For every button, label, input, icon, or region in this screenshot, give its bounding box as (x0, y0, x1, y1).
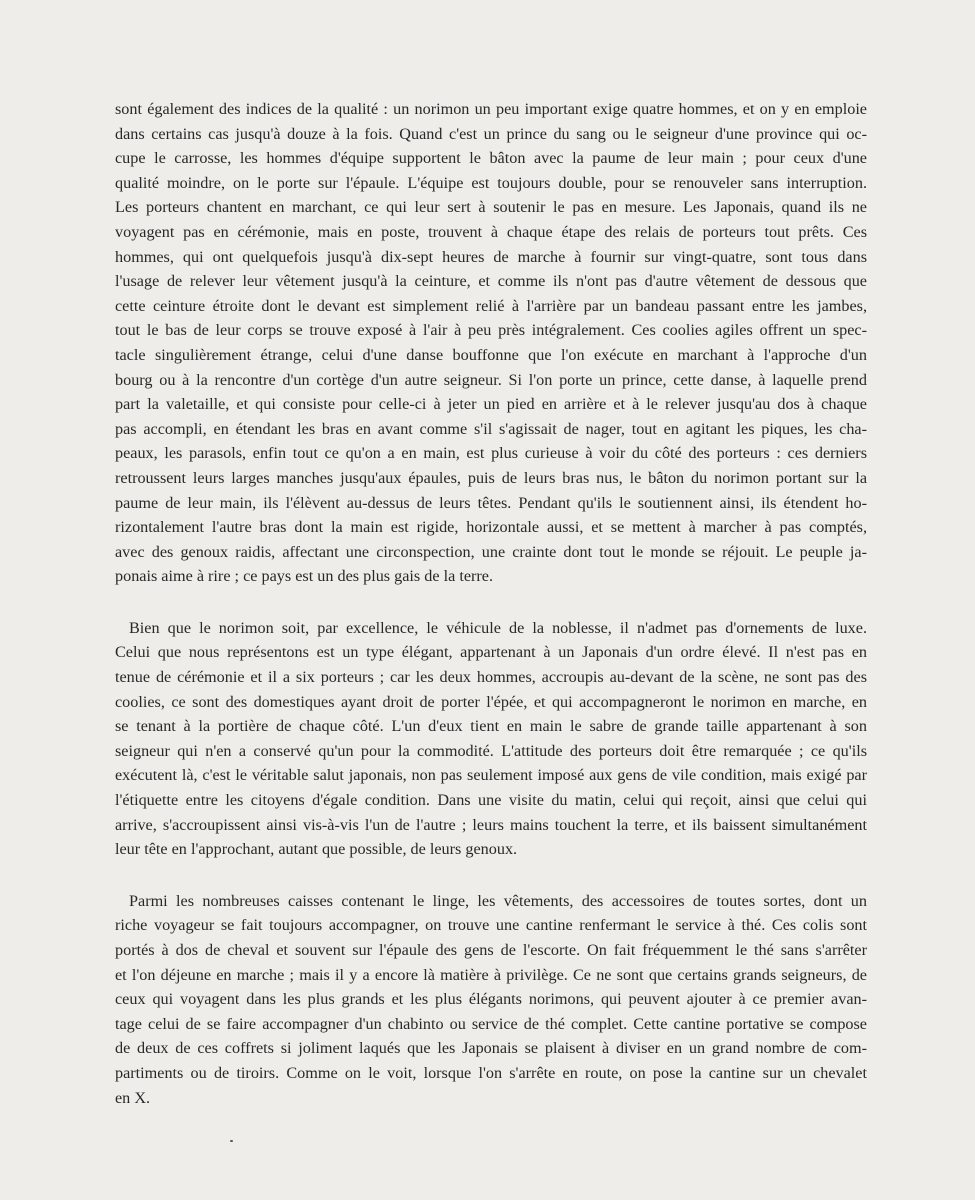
text-line: cupe le carrosse, les hommes d'équipe supportent le bâton avec la paume de leur main ; pour ceux d'une (115, 149, 867, 168)
text-line: avec des genoux raidis, affectant une circonspection, une crainte dont tout le monde se réjouit. Le peuple ja- (115, 542, 867, 561)
text-line: partiments ou de tiroirs. Comme on le voit, lorsque l'on s'arrête en route, on pose la cantine sur un chevalet (115, 1063, 867, 1082)
paragraph-gap (115, 862, 867, 889)
paragraph-3 (115, 889, 867, 1110)
body-text (115, 97, 867, 1110)
paragraph-1 (115, 97, 867, 589)
text-line: leur tête en l'approchant, autant que possible, de leurs genoux. (115, 840, 518, 859)
text-line: bourg ou à la rencontre d'un cortège d'un autre seigneur. Si l'on porte un prince, cette danse, à laquelle prend (115, 370, 867, 389)
text-line: et l'on déjeune en marche ; mais il y a encore là matière à privilège. Ce ne sont que certains grands seigneurs, de (115, 965, 867, 984)
text-line: ponais aime à rire ; ce pays est un des plus gais de la terre. (115, 567, 494, 586)
text-line: portés à dos de cheval et souvent sur l'épaule des gens de l'escorte. On fait fréquemment le thé sans s'arrêter (115, 941, 867, 959)
text-line: tout le bas de leur corps se trouve exposé à l'air à peu près intégralement. Ces coolies agiles offrent un spec- (115, 321, 867, 340)
text-line: se tenant à la portière de chaque côté. L'un d'eux tient en main le sabre de grande taille appartenant à son (115, 717, 867, 736)
text-line: qualité moindre, on le porte sur l'épaule. L'équipe est toujours double, pour se renouveler sans interruption. (115, 173, 867, 192)
text-line: exécutent là, c'est le véritable salut japonais, non pas seulement imposé aux gens de vile condition, mais exigé par (115, 766, 867, 785)
text-line: rizontalement l'autre bras dont la main est rigide, horizontale aussi, et se mettent à marcher à pas comptés, (115, 518, 867, 537)
text-line: hommes, qui ont quelquefois jusqu'à dix-sept heures de marche à fournir sur vingt-quatre, sont tous dans (115, 247, 867, 266)
text-line: peaux, les parasols, enfin tout ce qu'on a en main, est plus curieuse à voir du côté des porteurs : ces derniers (115, 444, 867, 463)
text-line: Celui que nous représentons est un type élégant, appartenant à un Japonais d'un ordre élevé. Il n'est pas en (115, 643, 867, 662)
text-line: tenue de cérémonie et il a six porteurs ; car les deux hommes, accroupis au-devant de la scène, ne sont pas des (115, 668, 867, 687)
text-line: l'usage de relever leur vêtement jusqu'à la ceinture, et comme ils n'ont pas d'autre vêtement de dessous que (115, 272, 867, 291)
text-line: arrive, s'accroupissent ainsi vis-à-vis l'un de l'autre ; leurs mains touchent la terre, et ils baissent simultanément (115, 815, 867, 834)
text-line: Parmi les nombreuses caisses contenant le linge, les vêtements, des accessoires de toutes sortes, dont un (129, 891, 867, 910)
text-line: tage celui de se faire accompagner d'un chabinto ou service de thé complet. Cette cantine portative se compose (115, 1014, 867, 1033)
text-line: ceux qui voyagent dans les plus grands et les plus élégants norimons, qui peuvent ajouter à ce premier avan- (115, 990, 867, 1009)
text-line: dans certains cas jusqu'à douze à la fois. Quand c'est un prince du sang ou le seigneur d'une province qui oc- (115, 124, 867, 143)
text-line: pas accompli, en étendant les bras en avant comme s'il s'agissait de nager, tout en agitant les piques, les cha- (115, 419, 867, 438)
paragraph-2 (115, 616, 867, 862)
text-line: cette ceinture étroite dont le devant est simplement relié à l'arrière par un bandeau passant entre les jambes, (115, 296, 867, 315)
text-line: voyagent pas en cérémonie, mais en poste, trouvent à chaque étape des relais de porteurs tout prêts. Ces (115, 222, 867, 241)
text-line: l'étiquette entre les citoyens d'égale condition. Dans une visite du matin, celui qui reçoit, ainsi que celui qui (115, 791, 867, 810)
text-line: seigneur qui n'en a conservé qu'un pour la commodité. L'attitude des porteurs doit être remarquée ; ce qu'ils (115, 741, 867, 760)
text-line: sont également des indices de la qualité : un norimon un peu important exige quatre hommes, et on y en emploie (115, 100, 867, 118)
text-line: riche voyageur se fait toujours accompagner, on trouve une cantine renfermant le service à thé. Ces colis sont (115, 916, 867, 935)
text-line: de deux de ces coffrets si joliment laqués que les Japonais se plaisent à diviser en un grand nombre de com- (115, 1039, 867, 1058)
paragraph-gap (115, 589, 867, 616)
text-line: tacle singulièrement étrange, celui d'une danse bouffonne que l'on exécute en marchant à l'approche d'un (115, 345, 867, 364)
text-line: Bien que le norimon soit, par excellence, le véhicule de la noblesse, il n'admet pas d'ornements de luxe. (129, 618, 867, 637)
text-line: part la valetaille, et qui consiste pour celle-ci à jeter un pied en arrière et à le relever jusqu'au dos à chaque (115, 395, 867, 414)
paper-speck (230, 1140, 233, 1142)
text-line: coolies, ce sont des domestiques ayant droit de porter l'épée, et qui accompagneront le norimon en marche, en (115, 692, 867, 711)
text-line: Les porteurs chantent en marchant, ce qui leur sert à soutenir le pas en mesure. Les Japonais, quand ils ne (115, 198, 867, 217)
text-line: en X. (115, 1088, 151, 1107)
text-line: retroussent leurs larges manches jusqu'aux épaules, puis de leurs bras nus, le bâton du norimon portant sur la (115, 468, 867, 487)
text-line: paume de leur main, ils l'élèvent au-dessus de leurs têtes. Pendant qu'ils le soutiennent ainsi, ils étendent ho- (115, 493, 867, 512)
